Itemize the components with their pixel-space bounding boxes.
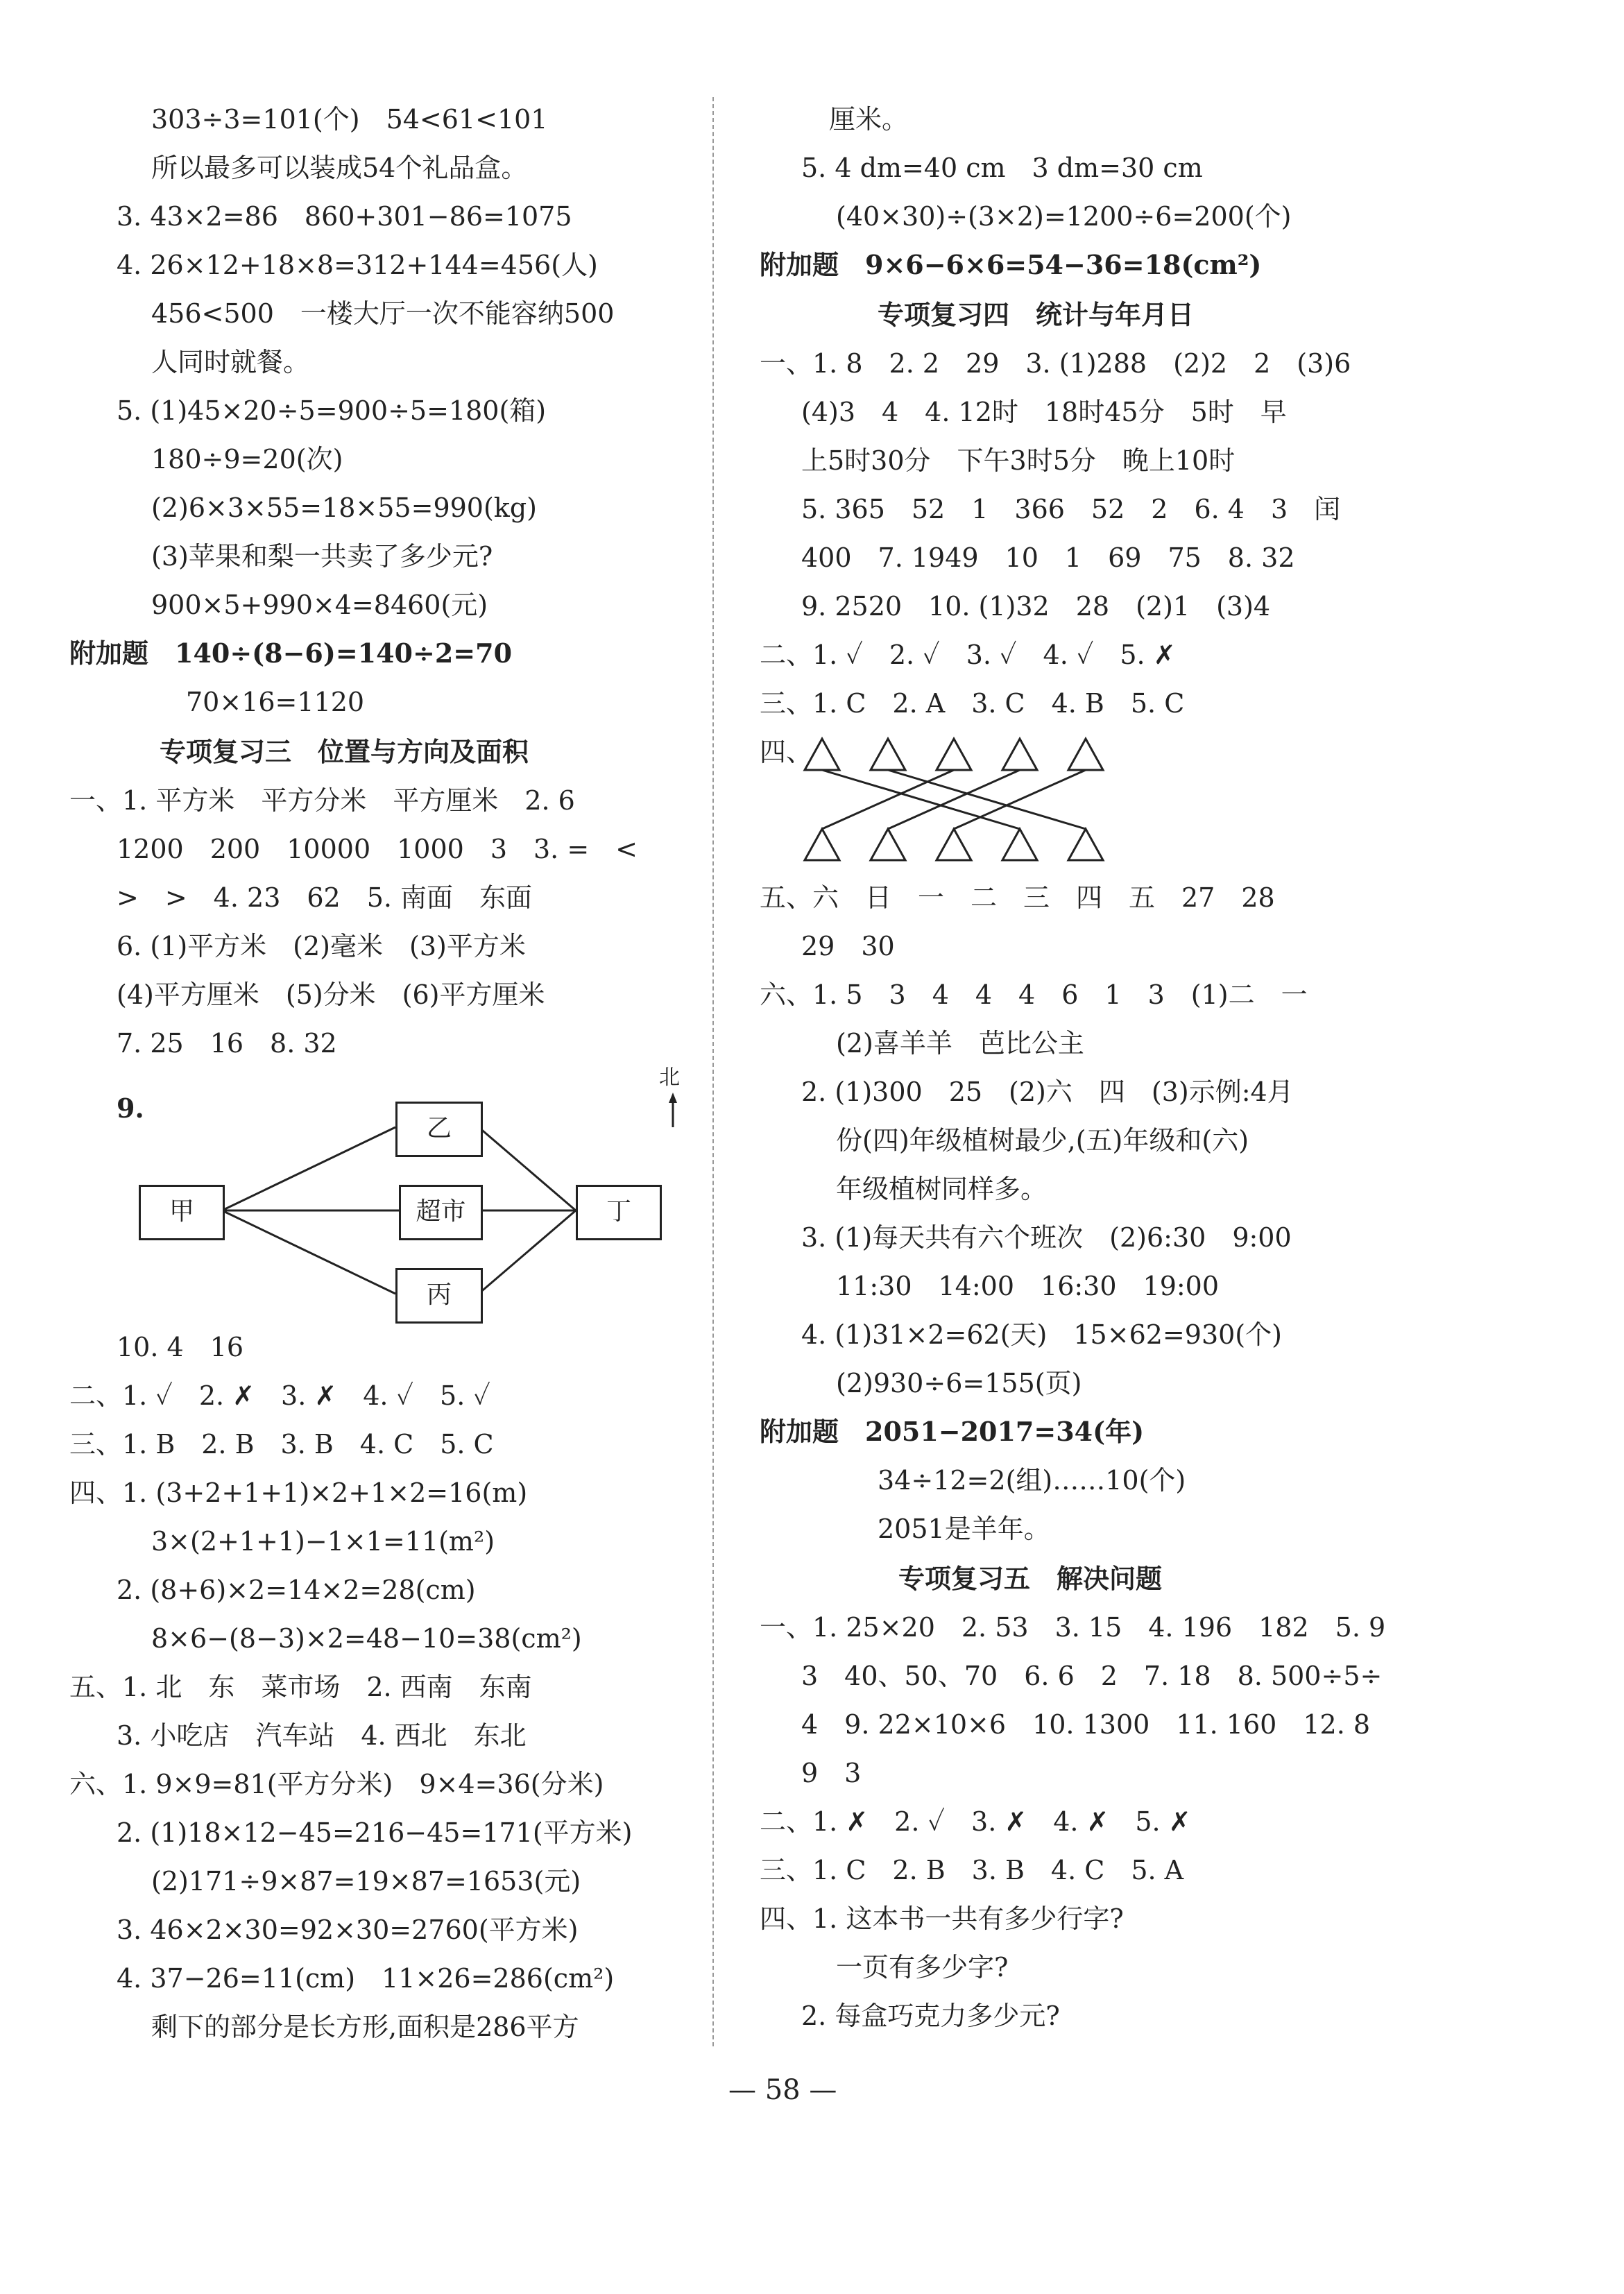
answer-line: 303÷3=101(个) 54<61<101	[151, 104, 548, 135]
answer-line: 3. 小吃店 汽车站 4. 西北 东北	[117, 1720, 527, 1751]
bonus-question: 附加题 140÷(8−6)=140÷2=70	[69, 637, 513, 669]
place-supermarket: 超市	[399, 1185, 483, 1240]
answer-line: 2. (1)300 25 (2)六 四 (3)示例:4月	[801, 1077, 1294, 1107]
place-bing: 丙	[395, 1268, 483, 1324]
place-ding: 丁	[576, 1185, 662, 1240]
answer-line: 5. 4 dm=40 cm 3 dm=30 cm	[801, 153, 1203, 183]
answer-line: 四、1. 这本书一共有多少行字?	[760, 1903, 1124, 1934]
answer-line: 900×5+990×4=8460(元)	[151, 590, 488, 620]
answer-line: 4. 37−26=11(cm) 11×26=286(cm²)	[117, 1963, 615, 1994]
answer-line: 9. 2520 10. (1)32 28 (2)1 (3)4	[801, 591, 1271, 622]
answer-line: 五、六 日 一 二 三 四 五 27 28	[760, 882, 1275, 913]
answer-line: 3 40、50、70 6. 6 2 7. 18 8. 500÷5÷	[801, 1661, 1383, 1691]
section-heading-3: 专项复习三 位置与方向及面积	[160, 737, 529, 767]
place-jia: 甲	[139, 1185, 225, 1240]
triangle-matching-diagram	[801, 735, 1231, 874]
answer-line: 上5时30分 下午3时5分 晚上10时	[801, 445, 1236, 476]
answer-line: 年级植树同样多。	[836, 1174, 1048, 1204]
answer-line: 三、1. B 2. B 3. B 4. C 5. C	[69, 1429, 494, 1460]
answer-line: 3×(2+1+1)−1×1=11(m²)	[151, 1526, 495, 1557]
place-yi: 乙	[395, 1102, 483, 1157]
answer-line: 9.	[117, 1093, 144, 1124]
answer-line: 一、1. 8 2. 2 29 3. (1)288 (2)2 2 (3)6	[760, 348, 1351, 379]
answer-line: 2051是羊年。	[878, 1514, 1050, 1544]
answer-line: 70×16=1120	[186, 687, 365, 717]
answer-line: 厘米。	[829, 104, 909, 135]
answer-line: 4. 26×12+18×8=312+144=456(人)	[117, 250, 598, 280]
answer-line: 所以最多可以装成54个礼品盒。	[151, 153, 528, 183]
answer-line: 5. (1)45×20÷5=900÷5=180(箱)	[117, 395, 547, 426]
answer-line: 1200 200 10000 1000 3 3. = <	[117, 834, 638, 864]
answer-line: 4 9. 22×10×6 10. 1300 11. 160 12. 8	[801, 1709, 1371, 1740]
bonus-question: 附加题 2051−2017=34(年)	[760, 1416, 1145, 1447]
column-divider	[712, 97, 714, 2046]
answer-line: 一页有多少字?	[836, 1952, 1009, 1983]
answer-line: 2. 每盒巧克力多少元?	[801, 2001, 1060, 2031]
answer-line: 11:30 14:00 16:30 19:00	[836, 1271, 1220, 1301]
answer-line: 6. (1)平方米 (2)毫米 (3)平方米	[117, 931, 526, 961]
answer-line: 10. 4 16	[117, 1332, 244, 1362]
answer-line: 3. 46×2×30=92×30=2760(平方米)	[117, 1915, 579, 1945]
answer-line: 二、1. ✓ 2. ✓ 3. ✓ 4. ✓ 5. ✗	[760, 640, 1176, 670]
answer-line: 29 30	[801, 931, 895, 961]
answer-line: (4)3 4 4. 12时 18时45分 5时 早	[801, 397, 1287, 427]
position-diagram	[139, 1065, 680, 1311]
answer-line: 9 3	[801, 1758, 862, 1788]
answer-line: 456<500 一楼大厅一次不能容纳500	[151, 298, 615, 329]
answer-line: 四、1. (3+2+1+1)×2+1×2=16(m)	[69, 1478, 528, 1508]
answer-line: (4)平方厘米 (5)分米 (6)平方厘米	[117, 979, 545, 1010]
answer-line: 8×6−(8−3)×2=48−10=38(cm²)	[151, 1623, 582, 1654]
answer-line: (40×30)÷(3×2)=1200÷6=200(个)	[836, 201, 1292, 232]
answer-line: (2)喜羊羊 芭比公主	[836, 1028, 1084, 1059]
answer-line: 3. (1)每天共有六个班次 (2)6:30 9:00	[801, 1222, 1292, 1253]
bonus-question: 附加题 9×6−6×6=54−36=18(cm²)	[760, 249, 1262, 280]
answer-line: 4. (1)31×2=62(天) 15×62=930(个)	[801, 1319, 1282, 1350]
answer-line: 一、1. 25×20 2. 53 3. 15 4. 196 182 5. 9	[760, 1612, 1386, 1643]
answer-line: 五、1. 北 东 菜市场 2. 西南 东南	[69, 1672, 532, 1702]
answer-line: 四、	[760, 737, 813, 767]
page-number: — 58 —	[728, 2074, 837, 2106]
answer-line: 二、1. ✗ 2. ✓ 3. ✗ 4. ✗ 5. ✗	[760, 1806, 1191, 1837]
answer-line: 二、1. ✓ 2. ✗ 3. ✗ 4. ✓ 5. ✓	[69, 1380, 490, 1411]
answer-line: 三、1. C 2. A 3. C 4. B 5. C	[760, 688, 1185, 719]
answer-line: (2)6×3×55=18×55=990(kg)	[151, 493, 537, 523]
section-heading-4: 专项复习四 统计与年月日	[878, 300, 1195, 330]
answer-line: 180÷9=20(次)	[151, 444, 343, 474]
section-heading-5: 专项复习五 解决问题	[898, 1564, 1163, 1594]
answer-line: 7. 25 16 8. 32	[117, 1028, 337, 1059]
north-label: 北	[659, 1065, 680, 1090]
answer-line: > > 4. 23 62 5. 南面 东面	[117, 882, 533, 913]
answer-line: 六、1. 9×9=81(平方分米) 9×4=36(分米)	[69, 1769, 604, 1799]
answer-line: 3. 43×2=86 860+301−86=1075	[117, 201, 572, 232]
answer-line: 人同时就餐。	[151, 347, 310, 377]
answer-line: (3)苹果和梨一共卖了多少元?	[151, 541, 493, 572]
answer-line: 剩下的部分是长方形,面积是286平方	[151, 2012, 579, 2042]
answer-line: 2. (8+6)×2=14×2=28(cm)	[117, 1575, 476, 1605]
answer-line: (2)930÷6=155(页)	[836, 1368, 1082, 1398]
answer-line: 一、1. 平方米 平方分米 平方厘米 2. 6	[69, 785, 575, 816]
answer-line: 三、1. C 2. B 3. B 4. C 5. A	[760, 1855, 1184, 1885]
answer-line: 六、1. 5 3 4 4 4 6 1 3 (1)二 一	[760, 979, 1308, 1010]
answer-line: (2)171÷9×87=19×87=1653(元)	[151, 1866, 581, 1897]
answer-line: 400 7. 1949 10 1 69 75 8. 32	[801, 542, 1295, 573]
answer-line: 34÷12=2(组)……10(个)	[878, 1465, 1186, 1496]
answer-line: 5. 365 52 1 366 52 2 6. 4 3 闰	[801, 494, 1341, 524]
answer-line: 2. (1)18×12−45=216−45=171(平方米)	[117, 1817, 633, 1848]
answer-line: 份(四)年级植树最少,(五)年级和(六)	[836, 1125, 1249, 1156]
